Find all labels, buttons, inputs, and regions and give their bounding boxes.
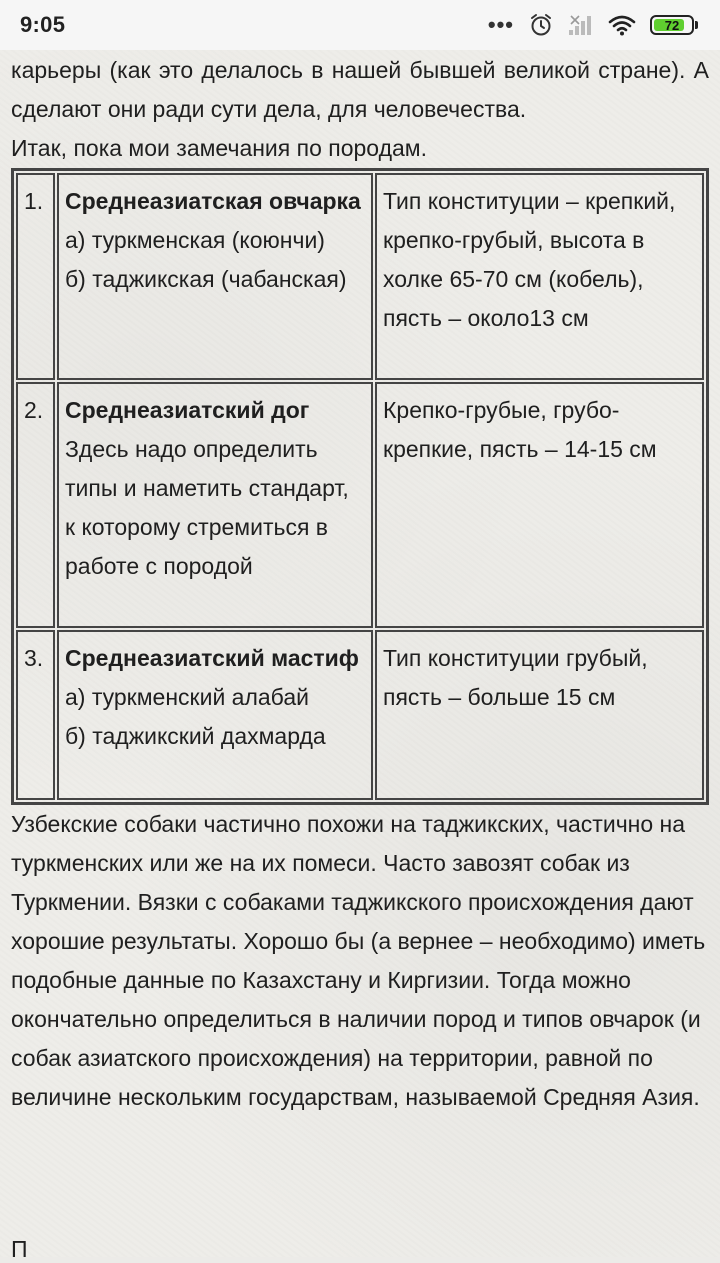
breed-name: Среднеазиатский мастиф [65,645,359,671]
table-row [16,382,704,628]
article-content [11,51,709,1117]
conclusion-paragraph: Узбекские собаки частично похожи на таджикских, частично на туркменских или же на их помеси. Часто завозят собак из Туркмении. Вязки с собаками таджикского происхождения дают хорошие результаты. Хорошо бы (а вернее – необходимо) иметь подобные данные по Казахстану и Киргизии. Тогда можно окончательно определиться в наличии пород и типов овчарок (и собак азиатского происхождения) на территории, равной по величине нескольким государствам, называемой Средняя Азия. [11,811,706,1110]
next-paragraph-fragment: П [11,1236,28,1262]
intro-paragraph: карьеры (как это делалось в нашей бывшей великой стране). А сделают они ради сути дела, для человечества. [11,57,709,122]
wifi-icon [608,14,636,36]
breed-name: Среднеазиатская овчарка [65,188,361,214]
lead-paragraph: Итак, пока мои замечания по породам. [11,135,427,161]
cellular-signal-icon [568,14,594,36]
breed-variant: б) таджикская (чабанская) [65,266,347,292]
breed-variant: а) туркменский алабай [65,684,309,710]
breed-name: Среднеазиатский дог [65,397,310,423]
breed-cell [57,173,373,380]
row-number: 3. [16,630,55,800]
battery-percent: 72 [664,17,680,33]
breed-variant: б) таджикский дахмарда [65,723,326,749]
table-row [16,173,704,380]
status-bar [0,0,720,50]
status-icons [488,12,698,38]
battery-indicator [650,15,698,35]
alarm-clock-icon [528,12,554,38]
clock: 9:05 [20,12,66,37]
breeds-table [11,168,709,805]
row-number: 2. [16,382,55,628]
breed-cell [57,630,373,800]
battery-tip [695,21,698,29]
breed-description: Тип конституции грубый, пясть – больше 15 см [375,630,704,800]
breed-description: Крепко-грубые, грубо-крепкие, пясть – 14-15 см [375,382,704,628]
breed-cell [57,382,373,628]
more-notifications-icon: ••• [487,12,514,37]
breed-description: Тип конституции – крепкий, крепко-грубый, высота в холке 65-70 см (кобель), пясть – около13 см [375,173,704,380]
table-row [16,630,704,800]
breed-variant: а) туркменская (коюнчи) [65,227,325,253]
breed-note: Здесь надо определить типы и наметить стандарт, к которому стремиться в работе с породой [65,436,349,579]
battery-icon [650,15,694,35]
row-number: 1. [16,173,55,380]
